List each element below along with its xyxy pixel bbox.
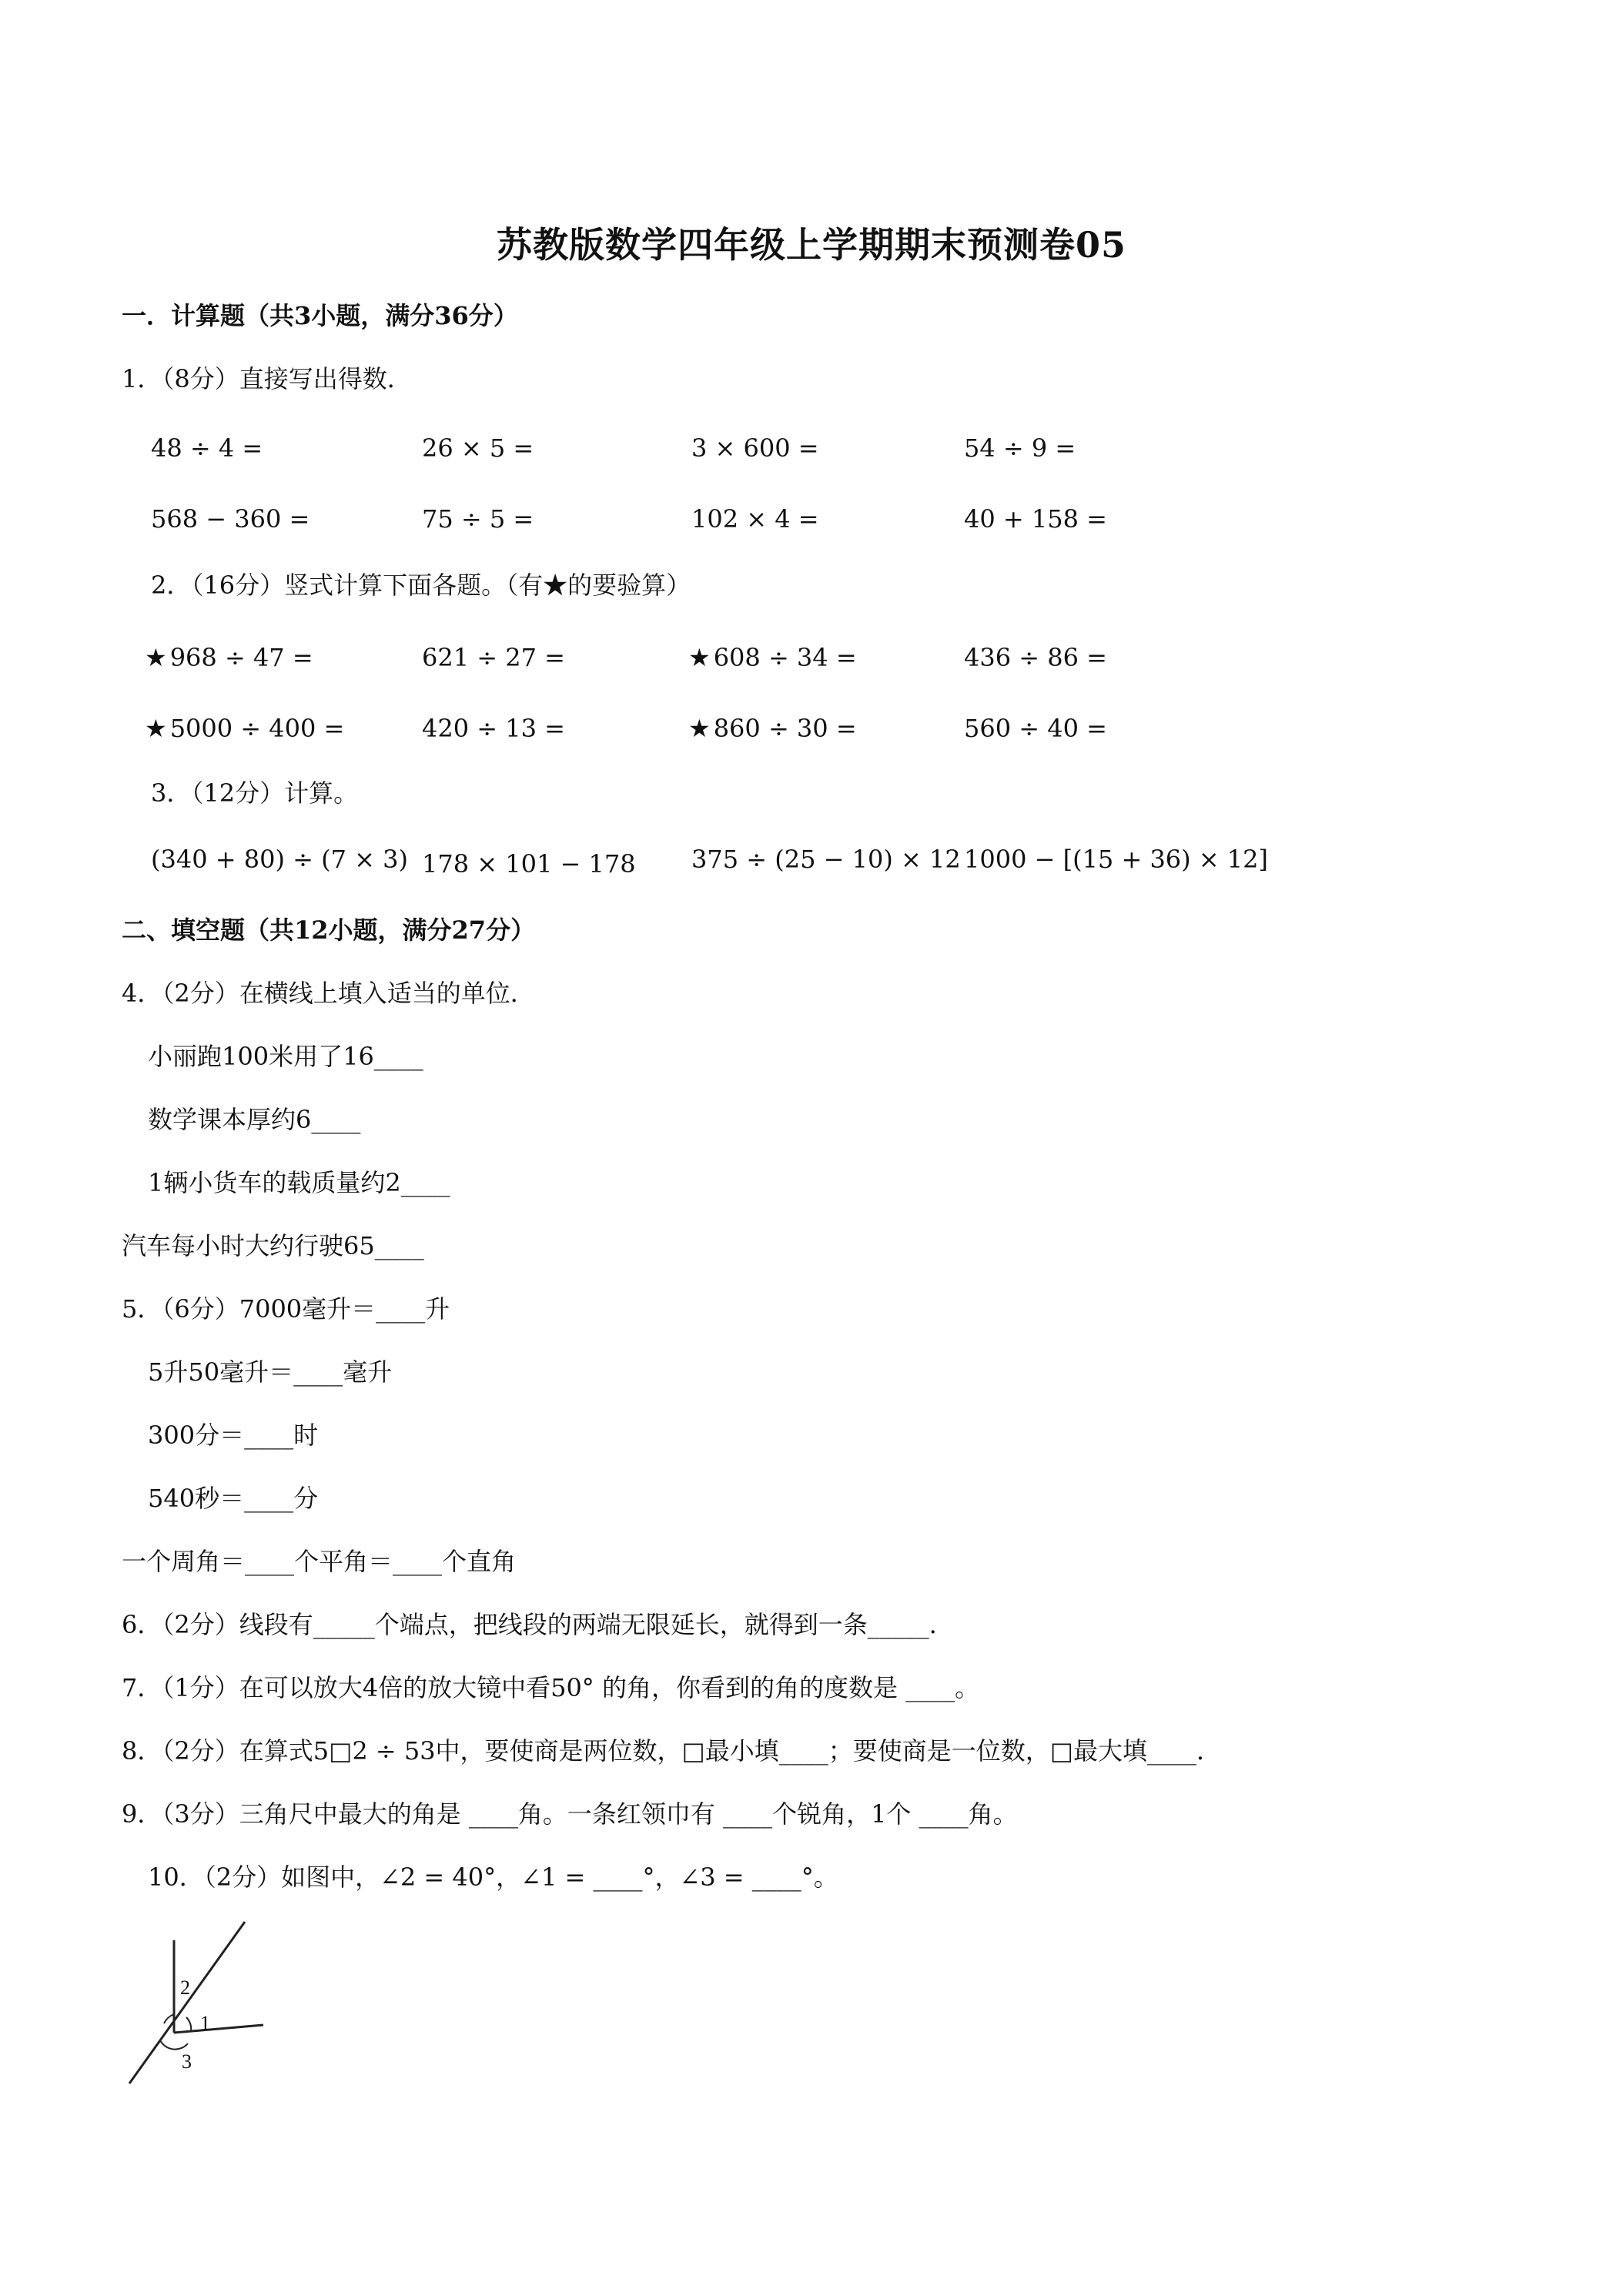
q1-r2-c3: 102 × 4 = bbox=[691, 504, 819, 534]
question-3-label: 3．（12分）计算。 bbox=[151, 778, 359, 808]
question-7: 7．（1分）在可以放大4倍的放大镜中看50° 的角，你看到的角的度数是 ____。 bbox=[122, 1673, 980, 1702]
q1-r1-c1: 48 ÷ 4 = bbox=[151, 433, 263, 463]
angle-label-1: 1 bbox=[200, 2012, 210, 2034]
q2-r1-c3-expr: 608 ÷ 34 = bbox=[713, 643, 857, 672]
q3-c2: 178 × 101 − 178 bbox=[422, 849, 636, 879]
q2-r1-c1 bbox=[145, 642, 313, 673]
q4-line-4: 汽车每小时大约行驶65____ bbox=[122, 1231, 424, 1260]
star-icon: ★ bbox=[145, 643, 167, 672]
question-8: 8．（2分）在算式5□2 ÷ 53中，要使商是两位数，□最小填____；要使商是一位数，□最大填____． bbox=[122, 1736, 1222, 1766]
section-2-heading: 二、填空题（共12小题，满分27分） bbox=[122, 915, 536, 945]
q3-c3: 375 ÷ (25 − 10) × 12 bbox=[691, 845, 961, 874]
q4-line-2: 数学课本厚约6____ bbox=[148, 1105, 361, 1134]
q1-r1-c2: 26 × 5 = bbox=[422, 433, 534, 463]
q2-r1-c4: 436 ÷ 86 = bbox=[964, 643, 1107, 672]
q1-r2-c2: 75 ÷ 5 = bbox=[422, 504, 534, 534]
angle-figure bbox=[123, 1917, 277, 2087]
q1-r1-c3: 3 × 600 = bbox=[691, 433, 819, 463]
q5-line-2: 300分＝____时 bbox=[148, 1421, 319, 1450]
q2-r2-c3-expr: 860 ÷ 30 = bbox=[713, 714, 857, 743]
question-6: 6．（2分）线段有_____个端点，把线段的两端无限延长，就得到一条_____． bbox=[122, 1610, 954, 1639]
page-title: 苏教版数学四年级上学期期末预测卷05 bbox=[496, 224, 1126, 266]
horizontal-ray bbox=[174, 2025, 263, 2033]
question-1-label: 1．（8分）直接写出得数． bbox=[122, 364, 412, 393]
q1-r2-c4: 40 + 158 = bbox=[964, 504, 1107, 534]
q5-line-4: 一个周角＝____个平角＝____个直角 bbox=[122, 1547, 517, 1576]
q1-r1-c4: 54 ÷ 9 = bbox=[964, 433, 1076, 463]
q5-line-3: 540秒＝____分 bbox=[148, 1484, 319, 1513]
question-2-label: 2．（16分）竖式计算下面各题。（有★的要验算） bbox=[151, 571, 691, 600]
star-icon: ★ bbox=[688, 643, 711, 672]
section-1-heading: 一．计算题（共3小题，满分36分） bbox=[122, 301, 518, 330]
star-icon: ★ bbox=[688, 714, 711, 743]
question-9: 9．（3分）三角尺中最大的角是 ____角。一条红领巾有 ____个锐角，1个 ____角。 bbox=[122, 1799, 1018, 1829]
q4-line-3: 1辆小货车的载质量约2____ bbox=[148, 1168, 450, 1197]
q2-r2-c3 bbox=[688, 713, 857, 744]
q2-r2-c1-expr: 5000 ÷ 400 = bbox=[169, 714, 345, 743]
q1-r2-c1: 568 − 360 = bbox=[151, 504, 310, 534]
q2-r2-c2: 420 ÷ 13 = bbox=[422, 714, 565, 743]
q2-r1-c2: 621 ÷ 27 = bbox=[422, 643, 565, 672]
q4-line-1: 小丽跑100米用了16____ bbox=[148, 1042, 423, 1071]
q2-r2-c4: 560 ÷ 40 = bbox=[964, 714, 1107, 743]
q5-line-1: 5升50毫升＝____毫升 bbox=[148, 1357, 393, 1387]
angle-label-2: 2 bbox=[180, 1976, 190, 1999]
angle-label-3: 3 bbox=[182, 2050, 192, 2073]
angle-1-arc bbox=[186, 2017, 191, 2031]
q2-r1-c3 bbox=[688, 642, 857, 673]
q3-c1: (340 + 80) ÷ (7 × 3) bbox=[151, 845, 408, 874]
q2-r2-c1 bbox=[145, 713, 344, 744]
star-icon: ★ bbox=[145, 714, 167, 743]
q3-c4: 1000 − [(15 + 36) × 12] bbox=[964, 845, 1268, 874]
question-5-label: 5．（6分）7000毫升＝____升 bbox=[122, 1294, 450, 1324]
angle-3-arc bbox=[160, 2040, 188, 2050]
question-4-label: 4．（2分）在横线上填入适当的单位． bbox=[122, 979, 535, 1008]
q2-r1-c1-expr: 968 ÷ 47 = bbox=[169, 643, 313, 672]
question-10: 10．（2分）如图中，∠2 = 40°，∠1 = ____°，∠3 = ____°。 bbox=[148, 1863, 838, 1892]
